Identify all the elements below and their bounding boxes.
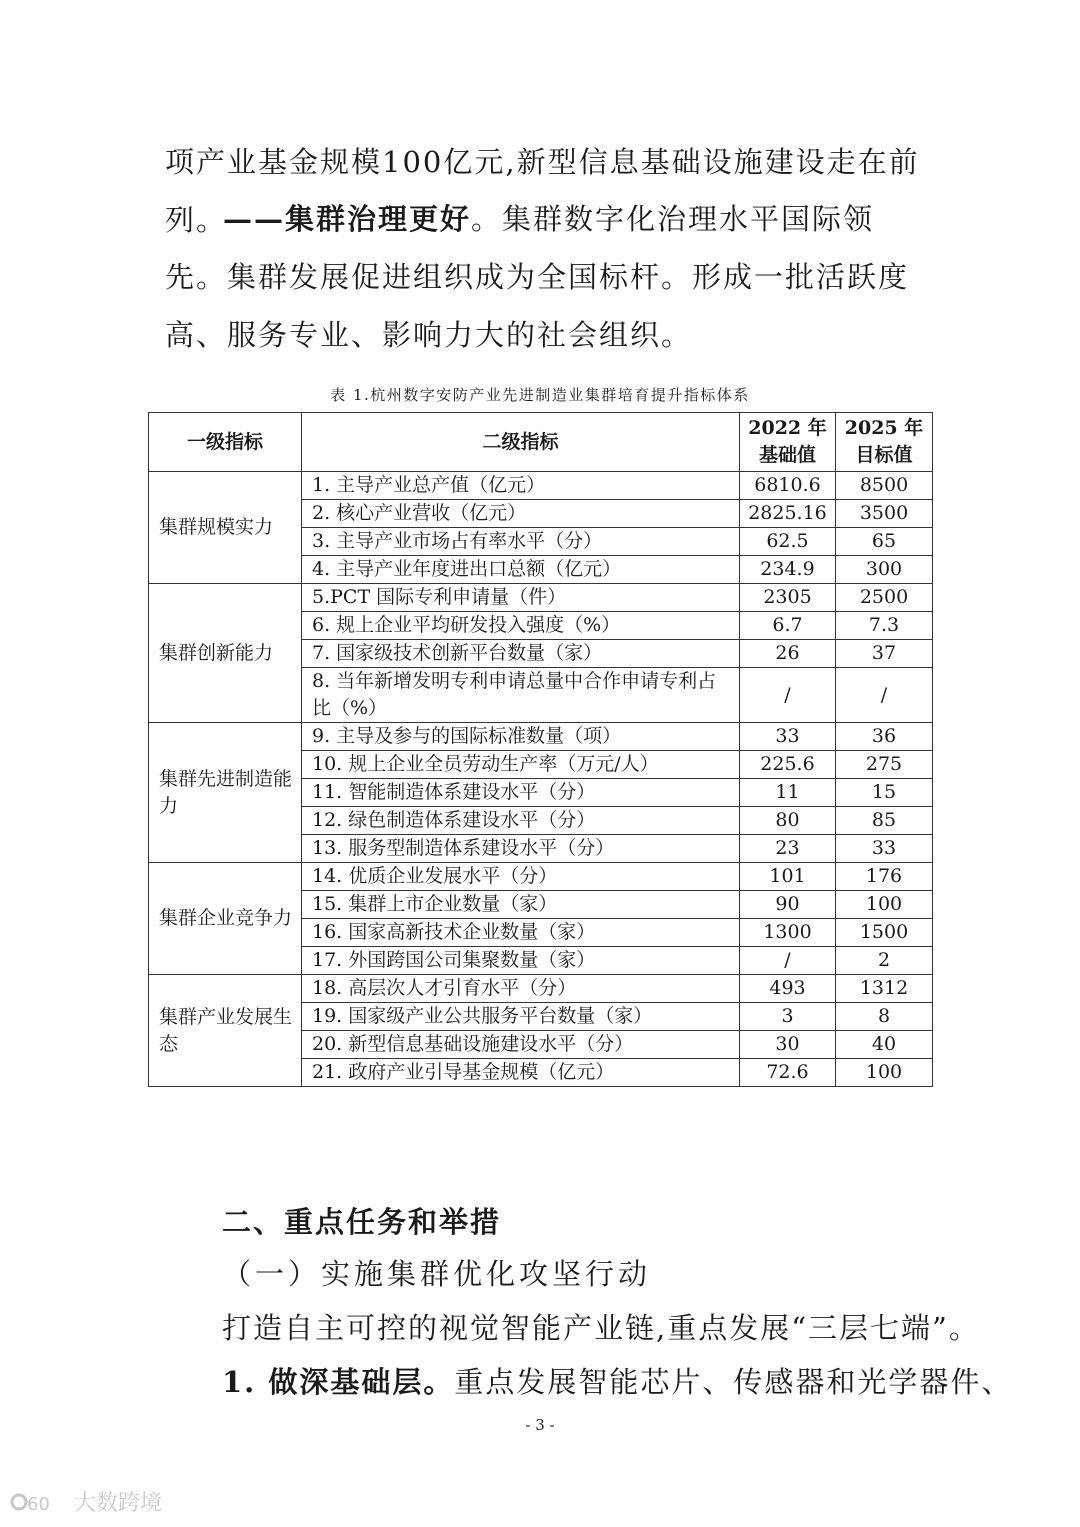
section-subheading: （一）实施集群优化攻坚行动 [222,1257,652,1291]
header-base-2022 [740,413,836,472]
table-row [149,472,933,500]
level2-indicator: 8. 当年新增发明专利申请总量中合作申请专利占比（%） [302,668,740,723]
table-caption: 表 1.杭州数字安防产业先进制造业集群培育提升指标体系 [330,386,750,404]
level2-indicator: 3. 主导产业市场占有率水平（分） [302,528,740,556]
target-value: 65 [836,528,933,556]
header-target-label: 目标值 [855,444,913,466]
target-value: 2 [836,947,933,975]
base-value: 33 [740,723,836,751]
base-value: 2825.16 [740,500,836,528]
svg-text:60: 60 [27,1493,50,1515]
level2-indicator: 12. 绿色制造体系建设水平（分） [302,807,740,835]
intro-line: 项产业基金规模100亿元,新型信息基础设施建设走在前列。 [165,145,920,237]
base-value: 30 [740,1031,836,1059]
page-number: - 3 - [525,1416,555,1434]
target-value: 36 [836,723,933,751]
target-value: 7.3 [836,612,933,640]
intro-paragraph-body: 。集群数字化治理水平国际领先。集群发展促进组织成为全国标杆。形成一批活跃度高、服务专业、影响力大的社会组织。 [165,202,910,352]
watermark [10,1486,162,1517]
level2-indicator: 18. 高层次人才引育水平（分） [302,975,740,1003]
section-item-line [222,1360,1012,1401]
base-value: 225.6 [740,751,836,779]
header-target-year: 2025 年 [844,417,924,439]
level2-indicator: 14. 优质企业发展水平（分） [302,863,740,891]
target-value: 3500 [836,500,933,528]
level2-indicator: 20. 新型信息基础设施建设水平（分） [302,1031,740,1059]
target-value: 8500 [836,472,933,500]
base-value: 6810.6 [740,472,836,500]
base-value: 2305 [740,584,836,612]
level1-indicator: 集群产业发展生态 [149,975,302,1087]
target-value: 85 [836,807,933,835]
target-value: 100 [836,1059,933,1087]
target-value: 1500 [836,919,933,947]
header-base-label: 基础值 [758,444,816,466]
level2-indicator: 11. 智能制造体系建设水平（分） [302,779,740,807]
intro-paragraph [165,190,925,364]
base-value: 26 [740,640,836,668]
watermark-text: 大数跨境 [74,1491,163,1516]
level1-indicator: 集群先进制造能力 [149,723,302,863]
base-value: 234.9 [740,556,836,584]
level2-indicator: 19. 国家级产业公共服务平台数量（家） [302,1003,740,1031]
base-value: 1300 [740,919,836,947]
target-value: 2500 [836,584,933,612]
target-value: 1312 [836,975,933,1003]
base-value: / [740,947,836,975]
level2-indicator: 6. 规上企业平均研发投入强度（%） [302,612,740,640]
level2-indicator: 15. 集群上市企业数量（家） [302,891,740,919]
target-value: 300 [836,556,933,584]
target-value: 37 [836,640,933,668]
level2-indicator: 10. 规上企业全员劳动生产率（万元/人） [302,751,740,779]
base-value: 11 [740,779,836,807]
base-value: 72.6 [740,1059,836,1087]
watermark-logo-icon [10,1489,68,1515]
level1-indicator: 集群企业竞争力 [149,863,302,975]
base-value: 90 [740,891,836,919]
base-value: 23 [740,835,836,863]
base-value: 62.5 [740,528,836,556]
level2-indicator: 7. 国家级技术创新平台数量（家） [302,640,740,668]
level2-indicator: 1. 主导产业总产值（亿元） [302,472,740,500]
target-value: 33 [836,835,933,863]
level1-indicator: 集群规模实力 [149,472,302,584]
table-header-row [149,413,933,472]
base-value: 6.7 [740,612,836,640]
level1-indicator: 集群创新能力 [149,584,302,723]
target-value: 15 [836,779,933,807]
header-target-2025 [836,413,933,472]
level2-indicator: 17. 外国跨国公司集聚数量（家） [302,947,740,975]
base-value: 3 [740,1003,836,1031]
level2-indicator: 21. 政府产业引导基金规模（亿元） [302,1059,740,1087]
header-level1: 一级指标 [149,413,302,472]
header-base-year: 2022 年 [748,417,827,439]
base-value: 493 [740,975,836,1003]
level2-indicator: 9. 主导及参与的国际标准数量（项） [302,723,740,751]
table-row [149,975,933,1003]
table-row [149,584,933,612]
target-value: / [836,668,933,723]
level2-indicator: 13. 服务型制造体系建设水平（分） [302,835,740,863]
section-line: 打造自主可控的视觉智能产业链,重点发展“三层七端”。 [222,1311,980,1345]
indicator-table [148,412,933,1087]
base-value: 80 [740,807,836,835]
target-value: 176 [836,863,933,891]
target-value: 40 [836,1031,933,1059]
target-value: 275 [836,751,933,779]
table-body [149,472,933,1087]
level2-indicator: 16. 国家高新技术企业数量（家） [302,919,740,947]
level2-indicator: 2. 核心产业营收（亿元） [302,500,740,528]
target-value: 8 [836,1003,933,1031]
base-value: 101 [740,863,836,891]
intro-paragraph-lead: ——集群治理更好 [223,202,472,236]
base-value: / [740,668,836,723]
header-level2: 二级指标 [302,413,740,472]
table-row [149,863,933,891]
level2-indicator: 5.PCT 国际专利申请量（件） [302,584,740,612]
item-body: 重点发展智能芯片、传感器和光学器件、 [454,1365,1013,1399]
table-row [149,723,933,751]
level2-indicator: 4. 主导产业年度进出口总额（亿元） [302,556,740,584]
item-lead: 1. 做深基础层。 [222,1365,455,1399]
target-value: 100 [836,891,933,919]
section-heading: 二、重点任务和举措 [222,1205,502,1239]
